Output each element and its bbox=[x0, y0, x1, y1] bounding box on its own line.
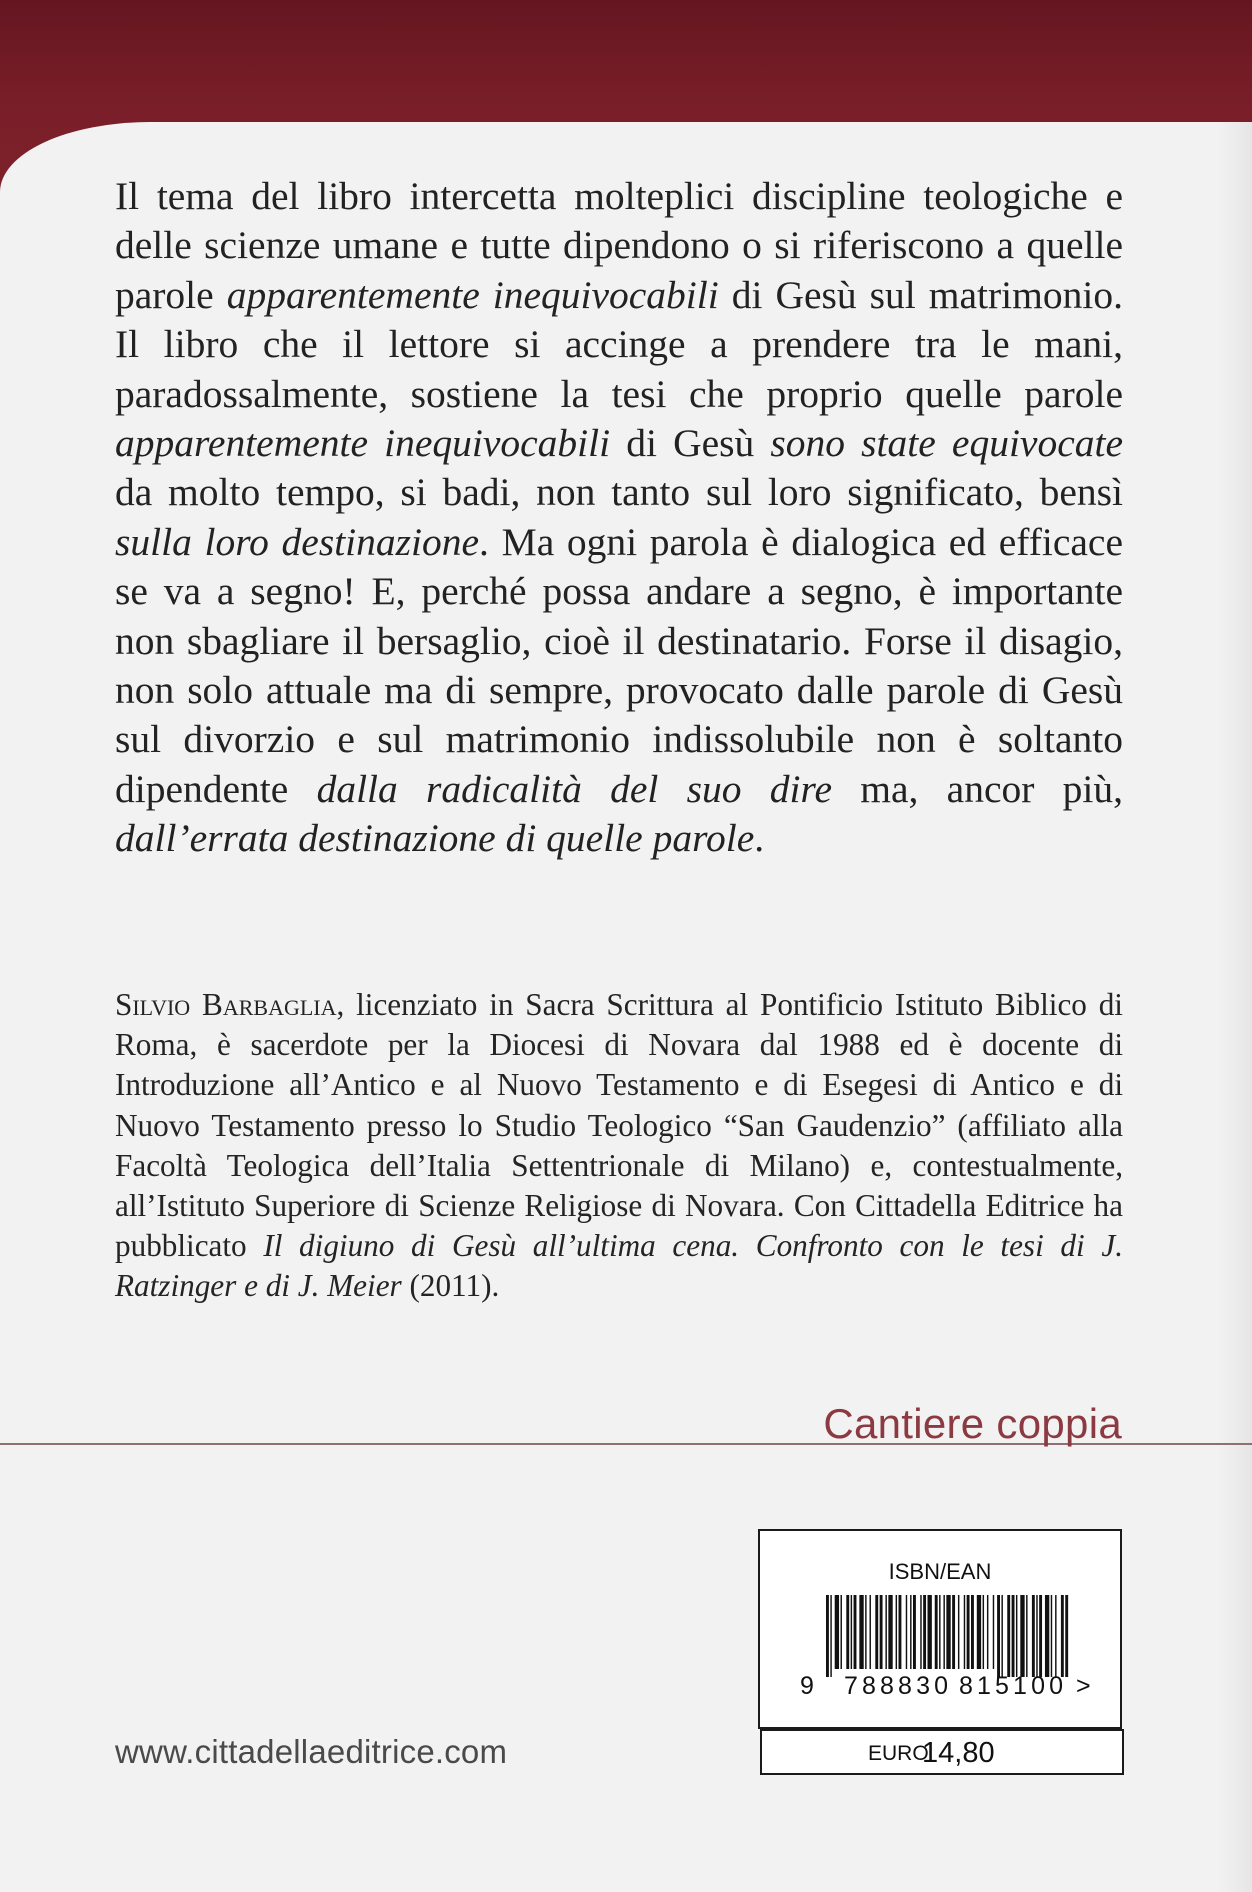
bio-text: (2011). bbox=[401, 1268, 500, 1304]
blurb-italic: apparentemente inequivocabili bbox=[226, 272, 719, 317]
blurb-italic: sono state equivocate bbox=[770, 421, 1123, 466]
barcode-bar bbox=[851, 1595, 852, 1669]
barcode-bar bbox=[846, 1595, 849, 1669]
barcode-bar bbox=[1032, 1595, 1035, 1677]
barcode-bar bbox=[1012, 1595, 1015, 1677]
blurb-text: . Ma ogni parola è dialogica ed efficace se va a segno! E, perché possa andare a segno, è importante non sbagliare il bersaglio, cioè il destinatario. Forse il disagio, non solo attuale ma di sempre, provocato dalle parole di Gesù sul divorzio e sul matrimonio indissolubile non è soltanto dipendente bbox=[115, 519, 1123, 811]
barcode-bar bbox=[1061, 1595, 1064, 1677]
barcode-bar bbox=[1045, 1595, 1049, 1677]
barcode-digits-right: 815100 bbox=[959, 1672, 1063, 1700]
barcode-bar bbox=[923, 1595, 926, 1669]
barcode-arrow: > bbox=[1076, 1672, 1091, 1700]
barcode-bar bbox=[880, 1595, 883, 1669]
barcode-bar bbox=[928, 1595, 932, 1669]
barcode-bar bbox=[830, 1595, 831, 1677]
barcode-bar bbox=[977, 1595, 981, 1669]
barcode-bar bbox=[920, 1595, 921, 1669]
author-name: Silvio Barbaglia bbox=[115, 987, 337, 1022]
barcode-bar bbox=[958, 1595, 959, 1669]
price-value: 14,80 bbox=[922, 1737, 995, 1769]
barcode-bar bbox=[939, 1595, 940, 1669]
blurb-text: da molto tempo, si badi, non tanto sul loro significato, bensì bbox=[115, 470, 1123, 515]
barcode-bar bbox=[993, 1595, 994, 1669]
barcode-box bbox=[758, 1529, 1122, 1769]
blurb-italic: apparentemente inequivocabili bbox=[115, 421, 611, 466]
blurb-italic: dalla radicalità del suo dire bbox=[316, 766, 832, 811]
barcode-bar bbox=[1065, 1595, 1068, 1677]
barcode-bar bbox=[1051, 1595, 1052, 1677]
barcode-bar bbox=[1007, 1595, 1010, 1677]
barcode-bar bbox=[870, 1595, 871, 1669]
barcode-bar bbox=[859, 1595, 863, 1669]
barcode-bar bbox=[964, 1595, 965, 1669]
barcode-bar bbox=[1055, 1595, 1056, 1677]
barcode-digit-first: 9 bbox=[800, 1672, 814, 1700]
barcode-bar bbox=[1016, 1595, 1017, 1677]
barcode-bar bbox=[899, 1595, 902, 1669]
book-blurb bbox=[115, 172, 1123, 864]
blurb-text: . bbox=[754, 816, 765, 861]
barcode-bar bbox=[885, 1595, 886, 1669]
barcode-digits-left: 788830 bbox=[844, 1672, 948, 1700]
blurb-text: di Gesù bbox=[610, 421, 771, 466]
barcode-bar bbox=[910, 1595, 911, 1669]
barcode-bar bbox=[835, 1595, 839, 1669]
barcode-bar bbox=[967, 1595, 970, 1669]
barcode-bar bbox=[875, 1595, 878, 1669]
bio-text: , licenziato in Sacra Scrittura al Pontificio Istituto Biblico di Roma, è sacerdote per la Diocesi di Novara dal 1988 ed è docente di Introduzione all’Antico e al Nuovo Testamento e di Esegesi di Antico e di Nuovo Testamento presso lo Studio Teologico “San Gaudenzio” (affiliato alla Facoltà Teologica dell’Italia Settentrionale di Milano) e, contestualmente, all’Istituto Superiore di Scienze Religiose di Novara. Con Cittadella Editrice ha pubblicato bbox=[115, 987, 1123, 1264]
barcode-bar bbox=[826, 1595, 829, 1677]
barcode-bar bbox=[952, 1595, 955, 1669]
blurb-text: di Gesù sul matrimonio. Il libro che il lettore si accinge a prendere tra le mani, paradossalmente, sostiene la tesi che proprio quelle parole bbox=[115, 272, 1123, 416]
barcode-bar bbox=[888, 1595, 892, 1669]
barcode-bar bbox=[896, 1595, 897, 1669]
publisher-website: www.cittadellaeditrice.com bbox=[115, 1733, 508, 1770]
blurb-text: Il tema del libro intercetta molteplici discipline teologiche e delle scienze umane e tutte dipendono o si riferiscono a quelle parole bbox=[115, 174, 1123, 317]
barcode-bar bbox=[841, 1595, 842, 1669]
blurb-italic: sulla loro destinazione bbox=[115, 519, 480, 564]
barcode-bar bbox=[854, 1595, 857, 1669]
barcode-bar bbox=[971, 1595, 974, 1669]
price-row bbox=[760, 1729, 1124, 1775]
barcode-bar bbox=[997, 1595, 1000, 1677]
currency-label: EURO bbox=[868, 1742, 929, 1765]
barcode-bar bbox=[946, 1595, 950, 1669]
barcode-bar bbox=[1039, 1595, 1042, 1677]
previous-book-title: Il digiuno di Gesù all’ultima cena. Confronto con le tesi di J. Ratzinger e di J. Meier bbox=[115, 1228, 1123, 1304]
barcode-bar bbox=[906, 1595, 907, 1669]
barcode-icon bbox=[760, 1531, 1120, 1727]
barcode-bar bbox=[987, 1595, 988, 1669]
barcode-bar bbox=[1020, 1595, 1024, 1677]
barcode-bar bbox=[1001, 1595, 1002, 1677]
isbn-label: ISBN/EAN bbox=[888, 1559, 992, 1584]
blurb-text: ma, ancor più, bbox=[831, 766, 1124, 811]
barcode-bar bbox=[983, 1595, 984, 1669]
barcode-bar bbox=[943, 1595, 944, 1669]
barcode-bar bbox=[935, 1595, 938, 1669]
series-name: Cantiere coppia bbox=[823, 1400, 1122, 1447]
barcode-bar bbox=[1036, 1595, 1037, 1677]
spine-shadow bbox=[1216, 122, 1252, 1892]
barcode-bar bbox=[1026, 1595, 1027, 1677]
author-bio bbox=[115, 985, 1123, 1307]
blurb-italic: dall’errata destinazione di quelle parole bbox=[115, 816, 755, 861]
barcode-bar bbox=[913, 1595, 916, 1669]
barcode-bar bbox=[865, 1595, 866, 1669]
